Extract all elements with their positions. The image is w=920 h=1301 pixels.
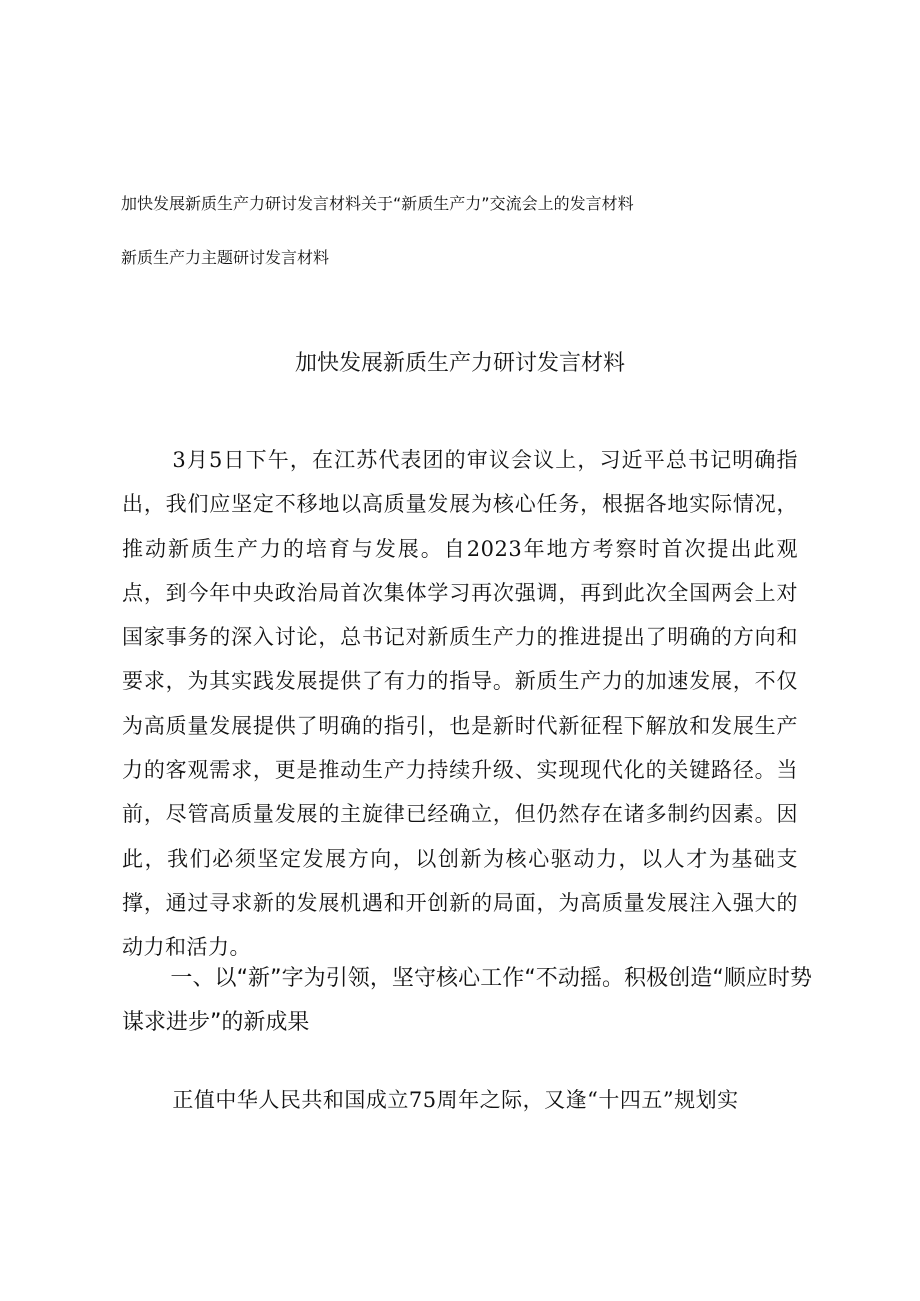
body-paragraph-1: 3月5日下午，在江苏代表团的审议会议上，习近平总书记明确指出，我们应坚定不移地以高质量发展为核心任务，根据各地实际情况，推动新质生产力的培育与发展。自2023年地方考察时首次提出此观点，到今年中央政治局首次集体学习再次强调，再到此次全国两会上对国家事务的深入讨论，总书记对新质生产力的推进提出了明确的方向和要求，为其实践发展提供了有力的指导。新质生产力的加速发展，不仅为高质量发展提供了明确的指引，也是新时代新征程下解放和发展生产力的客观需求，更是推动生产力持续升级、实现现代化的关键路径。当前，尽管高质量发展的主旋律已经确立，但仍然存在诸多制约因素。因此，我们必须坚定发展方向，以创新为核心驱动力，以人才为基础支撑，通过寻求新的发展机遇和开创新的局面，为高质量发展注入强大的动力和活力。 — [122, 448, 798, 960]
toc-line-1: 加快发展新质生产力研讨发言材料关于“新质生产力”交流会上的发言材料 — [121, 194, 634, 213]
section-heading-1: 一、以“新”字为引领，坚守核心工作“不动摇。积极创造“顺应时势谋求进步”的新成果 — [122, 966, 812, 1035]
body-paragraph-2: 正值中华人民共和国成立75周年之际，又逢“十四五”规划实 — [172, 1088, 739, 1112]
toc-line-2: 新质生产力主题研讨发言材料 — [121, 248, 330, 267]
document-title: 加快发展新质生产力研讨发言材料 — [294, 351, 625, 376]
